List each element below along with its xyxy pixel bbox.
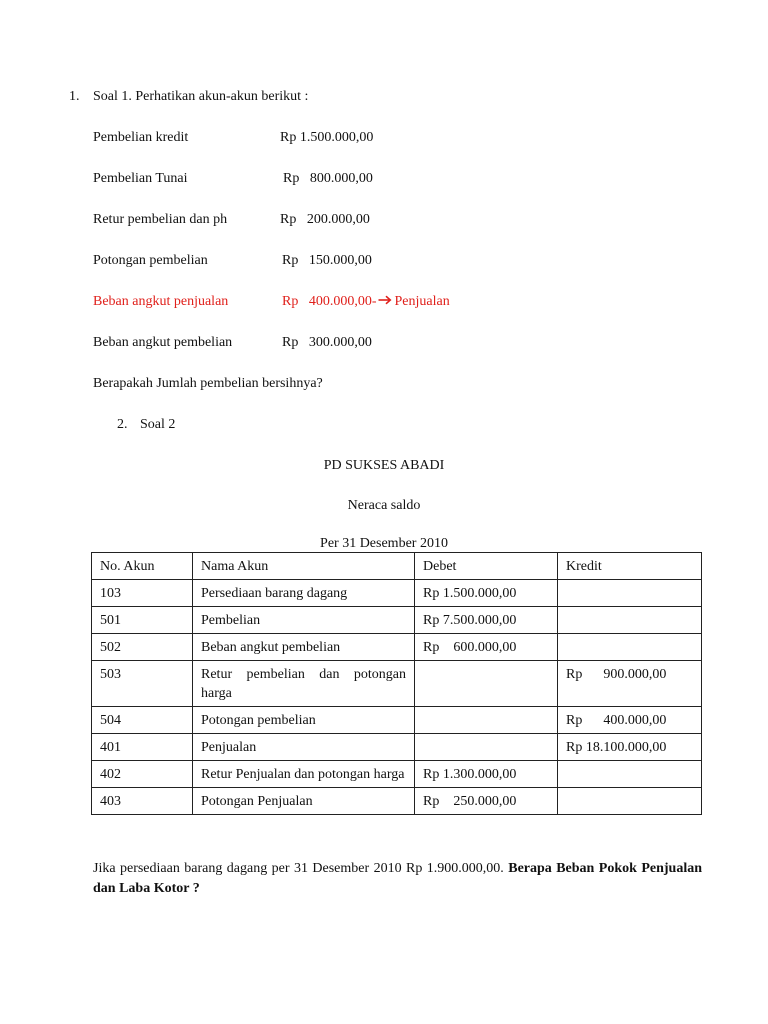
cell-debit: Rp 1.500.000,00 bbox=[415, 580, 558, 607]
cell-account-no: 402 bbox=[92, 761, 193, 788]
column-header: No. Akun bbox=[92, 553, 193, 580]
cell-credit bbox=[558, 580, 702, 607]
list-number-2: 2. bbox=[117, 417, 128, 432]
cell-debit: Rp 7.500.000,00 bbox=[415, 607, 558, 634]
cell-debit bbox=[415, 734, 558, 761]
cell-account-no: 403 bbox=[92, 788, 193, 815]
column-header: Debet bbox=[415, 553, 558, 580]
cell-account-name: Persediaan barang dagang bbox=[193, 580, 415, 607]
table-row bbox=[92, 761, 702, 788]
cell-account-name: Retur Penjualan dan potongan harga bbox=[193, 761, 415, 788]
table-row bbox=[92, 707, 702, 734]
cell-account-name: Potongan pembelian bbox=[193, 707, 415, 734]
account-amount: Rp 150.000,00 bbox=[282, 253, 372, 268]
arrow-note: Penjualan bbox=[394, 294, 450, 309]
table-header-row bbox=[92, 553, 702, 580]
soal2-heading: Soal 2 bbox=[140, 417, 176, 432]
table-row bbox=[92, 788, 702, 815]
cell-debit bbox=[415, 707, 558, 734]
soal1-heading: Soal 1. Perhatikan akun-akun berikut : bbox=[93, 89, 309, 104]
cell-account-name: Retur pembelian dan potongan harga bbox=[193, 661, 415, 707]
table-row bbox=[92, 580, 702, 607]
question-text: Jika persediaan barang dagang per 31 Desember 2010 Rp 1.900.000,00. bbox=[93, 861, 504, 876]
table-row bbox=[92, 734, 702, 761]
cell-debit: Rp 250.000,00 bbox=[415, 788, 558, 815]
column-header: Nama Akun bbox=[193, 553, 415, 580]
report-title: Neraca saldo bbox=[347, 498, 421, 513]
account-amount-highlighted bbox=[282, 294, 450, 310]
trial-balance-table bbox=[91, 552, 702, 815]
account-label: Pembelian Tunai bbox=[93, 171, 188, 186]
account-label: Beban angkut pembelian bbox=[93, 335, 233, 350]
cell-account-no: 502 bbox=[92, 634, 193, 661]
cell-debit: Rp 600.000,00 bbox=[415, 634, 558, 661]
cell-credit bbox=[558, 761, 702, 788]
cell-account-name: Penjualan bbox=[193, 734, 415, 761]
cell-account-no: 103 bbox=[92, 580, 193, 607]
cell-credit bbox=[558, 607, 702, 634]
account-label: Retur pembelian dan ph bbox=[93, 212, 228, 227]
cell-credit bbox=[558, 788, 702, 815]
soal2-question bbox=[93, 859, 702, 899]
account-amount: Rp 1.500.000,00 bbox=[280, 130, 374, 145]
soal1-question: Berapakah Jumlah pembelian bersihnya? bbox=[93, 376, 323, 391]
table-row bbox=[92, 634, 702, 661]
table-row bbox=[92, 607, 702, 634]
cell-account-name: Beban angkut pembelian bbox=[193, 634, 415, 661]
account-amount: Rp 300.000,00 bbox=[282, 335, 372, 350]
cell-account-no: 501 bbox=[92, 607, 193, 634]
cell-account-no: 504 bbox=[92, 707, 193, 734]
report-date: Per 31 Desember 2010 bbox=[320, 536, 448, 551]
account-amount: Rp 800.000,00 bbox=[283, 171, 373, 186]
cell-account-no: 401 bbox=[92, 734, 193, 761]
cell-credit: Rp 400.000,00 bbox=[558, 707, 702, 734]
arrow-right-icon bbox=[378, 295, 392, 305]
cell-credit bbox=[558, 634, 702, 661]
cell-account-no: 503 bbox=[92, 661, 193, 707]
amount-text: Rp 400.000,00- bbox=[282, 294, 377, 309]
list-number-1: 1. bbox=[69, 89, 80, 104]
table-row bbox=[92, 661, 702, 707]
account-label: Pembelian kredit bbox=[93, 130, 189, 145]
cell-debit: Rp 1.300.000,00 bbox=[415, 761, 558, 788]
account-label: Potongan pembelian bbox=[93, 253, 208, 268]
account-amount: Rp 200.000,00 bbox=[280, 212, 370, 227]
cell-debit bbox=[415, 661, 558, 707]
question-bold: Berapa Beban Pokok Penjualan dan Laba Kotor ? bbox=[93, 861, 703, 896]
column-header: Kredit bbox=[558, 553, 702, 580]
cell-account-name: Pembelian bbox=[193, 607, 415, 634]
cell-account-name: Potongan Penjualan bbox=[193, 788, 415, 815]
cell-credit: Rp 900.000,00 bbox=[558, 661, 702, 707]
account-label-highlighted: Beban angkut penjualan bbox=[93, 294, 229, 309]
cell-credit: Rp 18.100.000,00 bbox=[558, 734, 702, 761]
company-name: PD SUKSES ABADI bbox=[323, 458, 445, 473]
